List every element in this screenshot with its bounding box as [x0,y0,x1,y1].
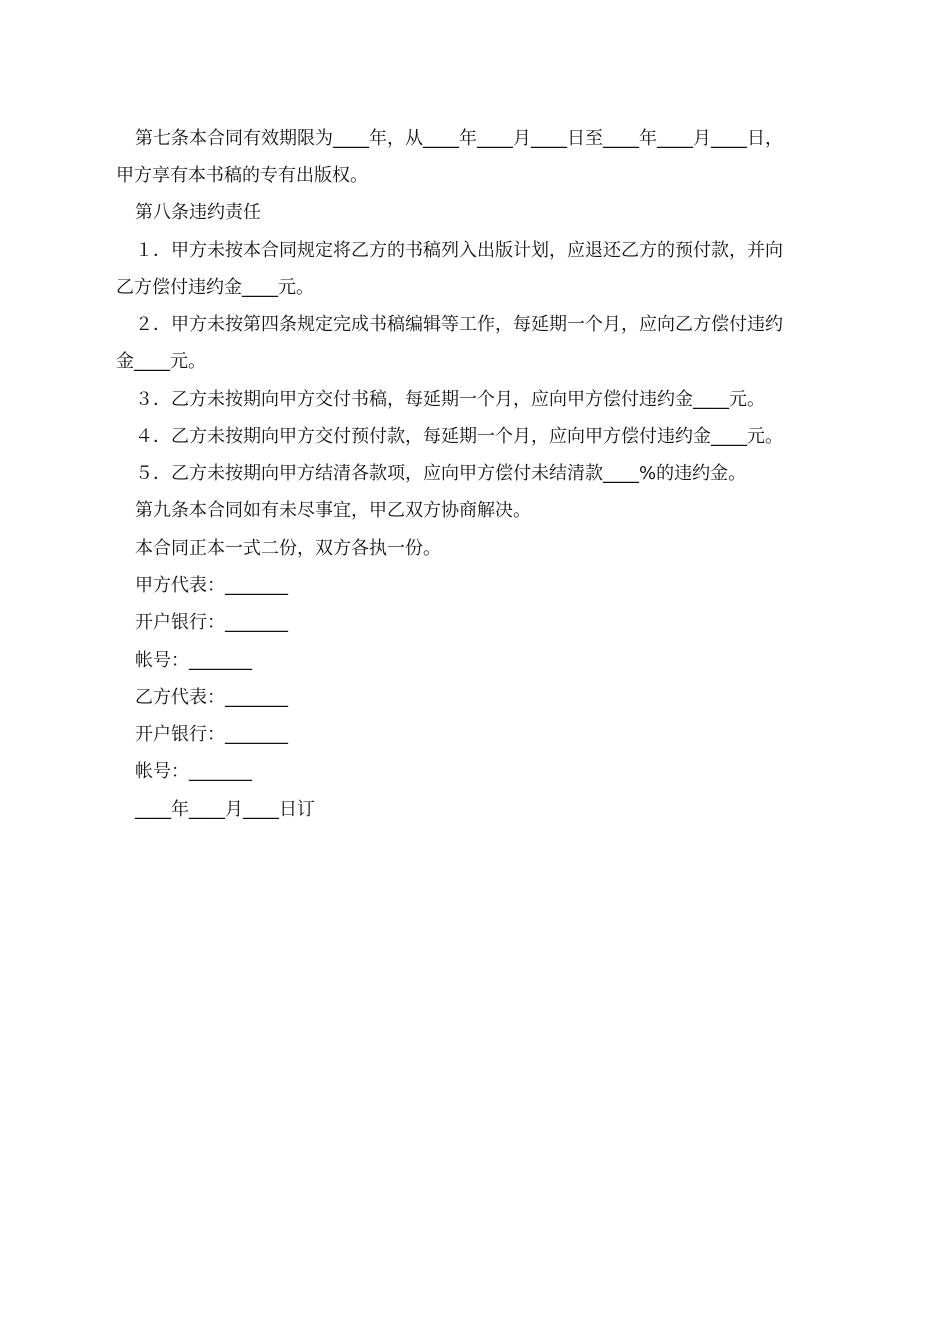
article-7-line-2: 甲方享有本书稿的专有出版权。 [116,165,368,186]
clause-4: ４．乙方未按期向甲方交付预付款，每延期一个月，应向甲方偿付违约金____元。 [135,426,783,447]
party-b-bank: 开户银行：_______ [135,724,288,745]
clause-2-line-1: ２．甲方未按第四条规定完成书稿编辑等工作，每延期一个月，应向乙方偿付违约 [135,314,783,335]
party-b-account: 帐号：_______ [135,761,252,782]
party-a-account: 帐号：_______ [135,650,252,671]
party-b-representative: 乙方代表：_______ [135,687,288,708]
party-a-bank: 开户银行：_______ [135,612,288,633]
article-8-heading: 第八条违约责任 [135,202,261,223]
clause-2-line-2: 金____元。 [116,351,206,372]
article-7-line-1: 第七条本合同有效期限为____年，从____年____月____日至____年____月____日， [135,128,783,149]
party-a-representative: 甲方代表：_______ [135,575,288,596]
article-9: 第九条本合同如有未尽事宜，甲乙双方协商解决。 [135,500,531,521]
clause-5: ５．乙方未按期向甲方结清各款项，应向甲方偿付未结清款____%的违约金。 [135,463,747,484]
copies-statement: 本合同正本一式二份，双方各执一份。 [135,538,441,559]
clause-1-line-2: 乙方偿付违约金____元。 [116,277,314,298]
clause-1-line-1: １．甲方未按本合同规定将乙方的书稿列入出版计划，应退还乙方的预付款，并向 [135,240,783,261]
signing-date: ____年____月____日订 [135,799,315,820]
clause-3: ３．乙方未按期向甲方交付书稿，每延期一个月，应向甲方偿付违约金____元。 [135,389,765,410]
